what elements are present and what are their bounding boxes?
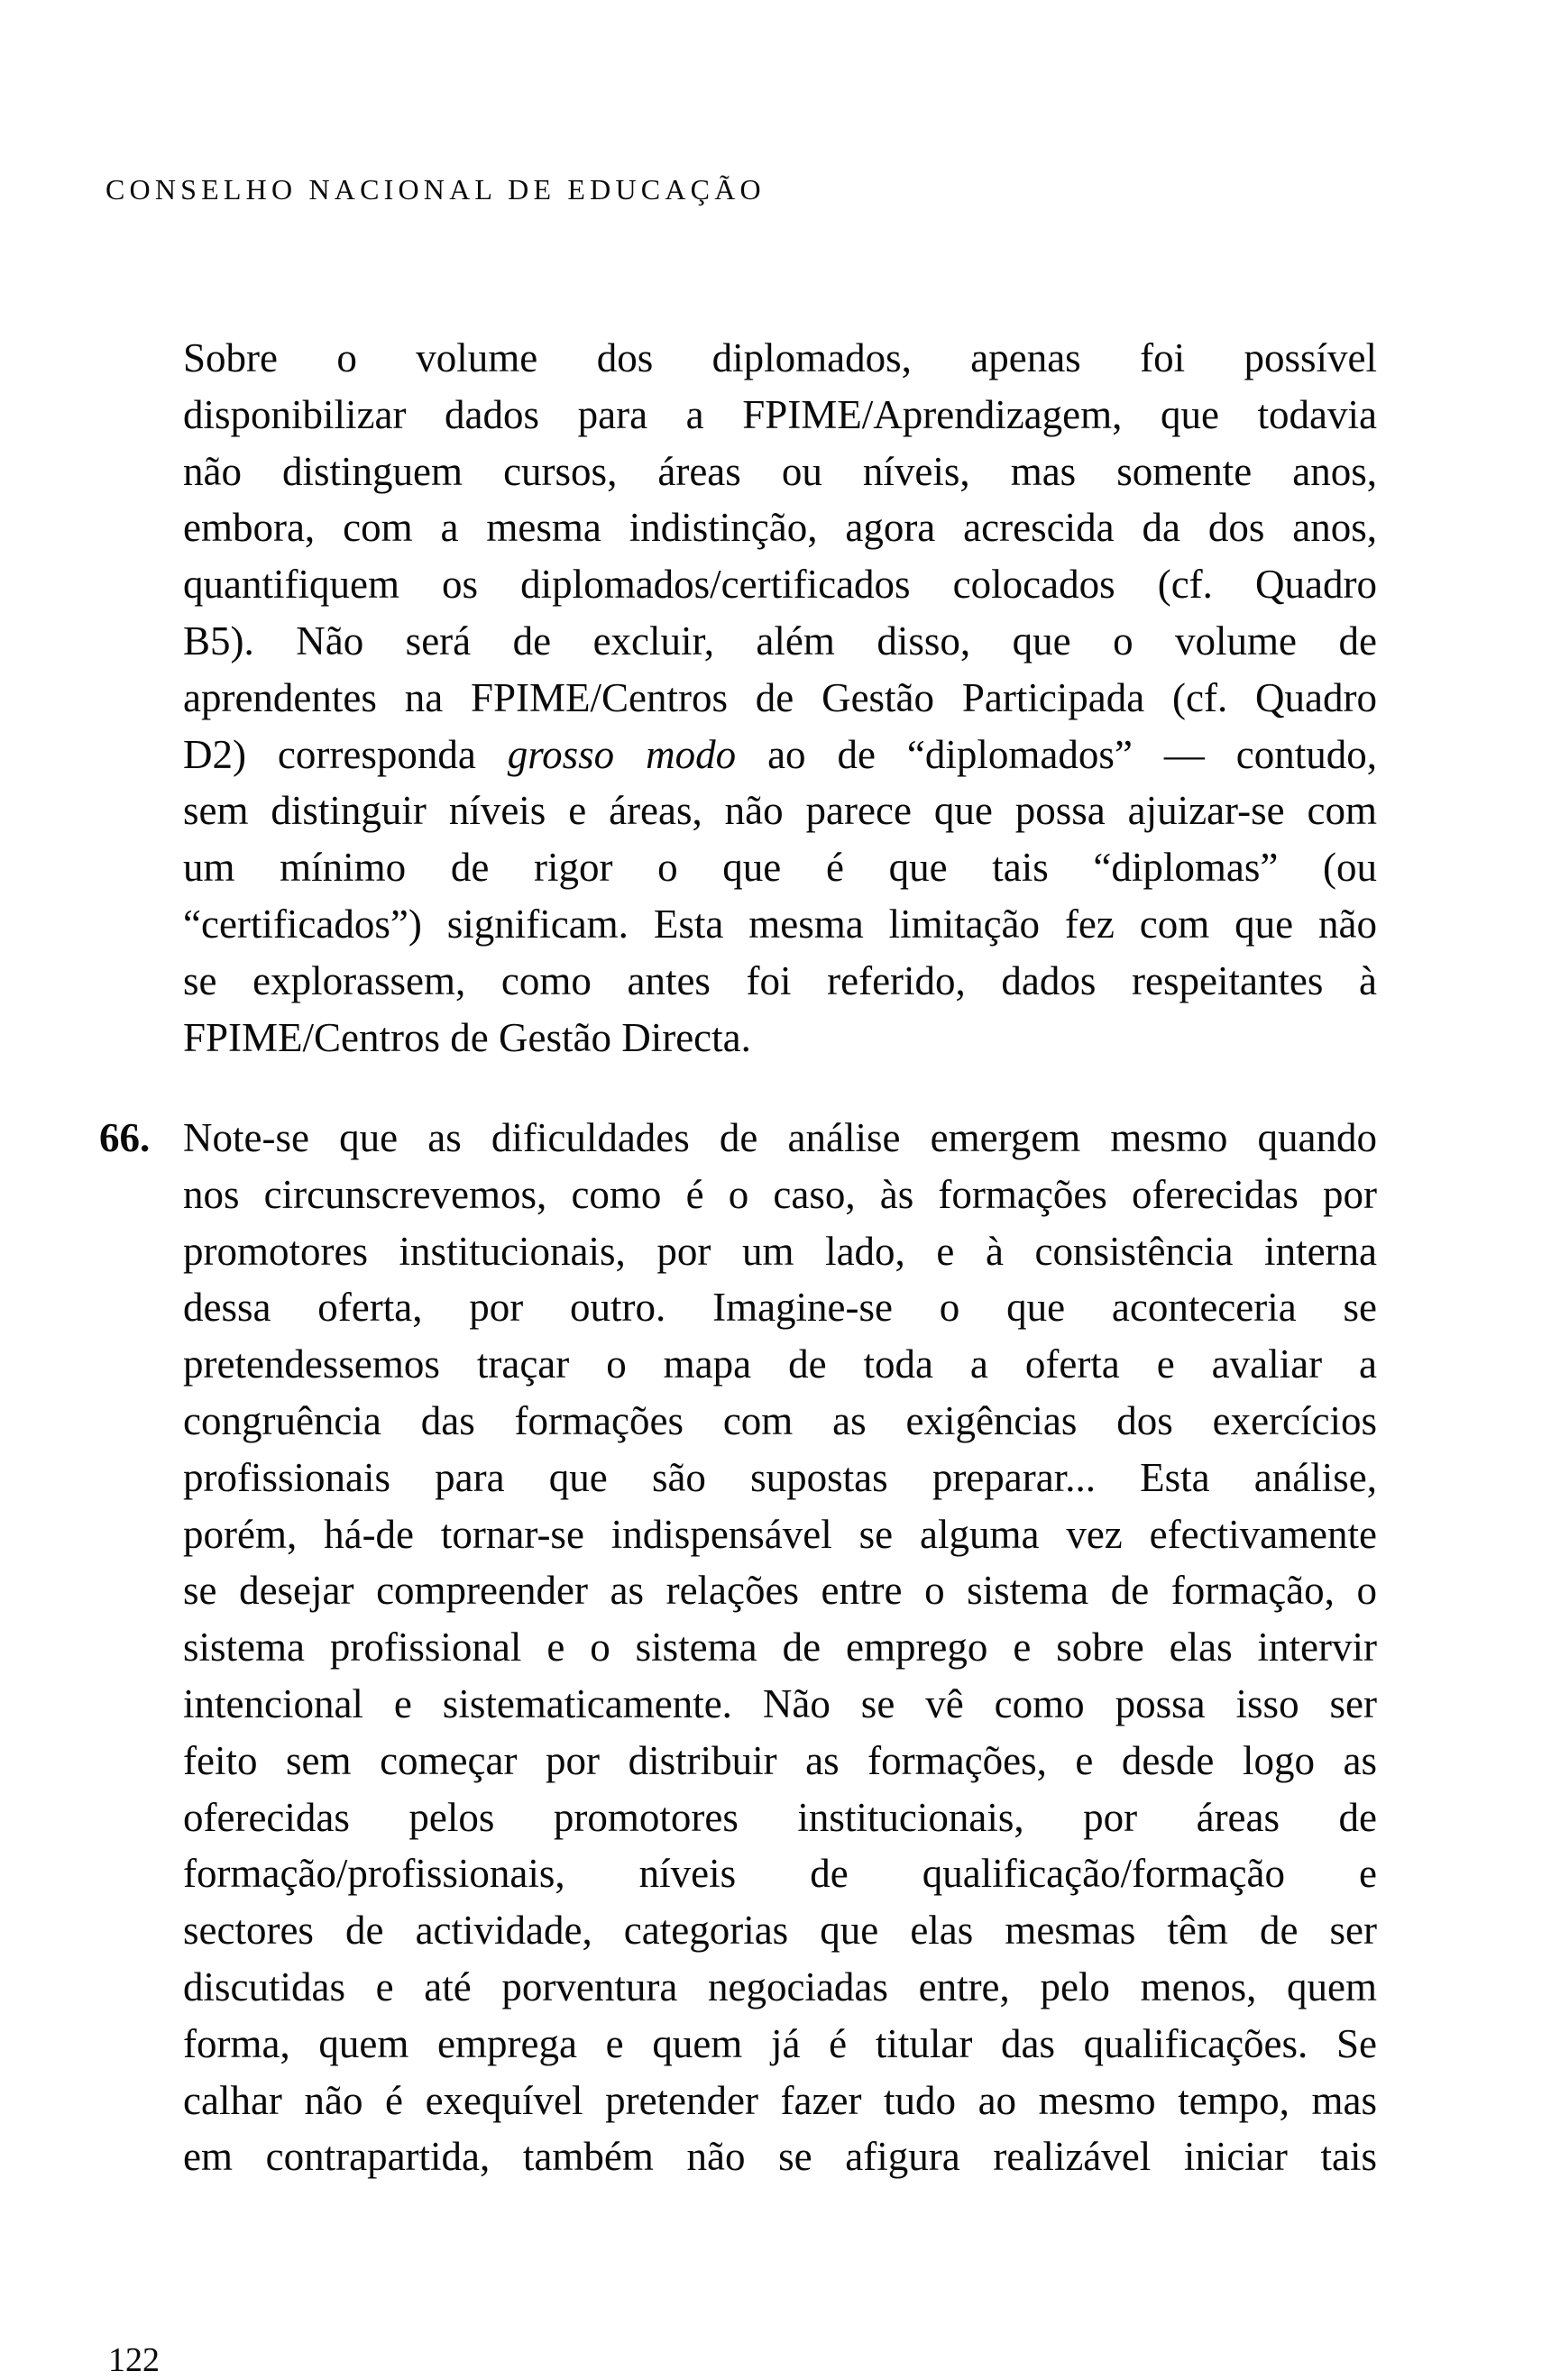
text-line: profissionais para que são supostas preparar... Esta análise, bbox=[183, 1454, 1377, 1500]
text-line: não distinguem cursos, áreas ou níveis, mas somente anos, bbox=[183, 448, 1377, 494]
italic-phrase: grosso modo bbox=[507, 731, 737, 777]
text-line: se desejar compreender as relações entre o sistema de formação, o bbox=[183, 1568, 1377, 1614]
text-line: promotores institucionais, por um lado, e à consistência interna bbox=[183, 1228, 1377, 1274]
text-line: Note-se que as dificuldades de análise emergem mesmo quando bbox=[183, 1115, 1377, 1160]
text-line: oferecidas pelos promotores institucionais, por áreas de bbox=[183, 1794, 1377, 1840]
text-line: um mínimo de rigor o que é que tais “diplomas” (ou bbox=[183, 845, 1377, 891]
text-line: formação/profissionais, níveis de qualificação/formação e bbox=[183, 1851, 1377, 1897]
text-line: porém, há-de tornar-se indispensável se alguma vez efectivamente bbox=[183, 1511, 1377, 1557]
text-line: nos circunscrevemos, como é o caso, às formações oferecidas por bbox=[183, 1171, 1377, 1217]
text-segment: ao de “diplomados” — contudo, bbox=[736, 731, 1377, 777]
text-line: B5). Não será de excluir, além disso, que o volume de bbox=[183, 618, 1377, 664]
text-line: congruência das formações com as exigências dos exercícios bbox=[183, 1398, 1377, 1443]
text-line: aprendentes na FPIME/Centros de Gestão Participada (cf. Quadro bbox=[183, 674, 1377, 720]
text-line: sistema profissional e o sistema de emprego e sobre elas intervir bbox=[183, 1625, 1377, 1671]
text-line: sem distinguir níveis e áreas, não parece que possa ajuizar-se com bbox=[183, 788, 1377, 834]
page-number: 122 bbox=[108, 2341, 160, 2379]
text-line: calhar não é exequível pretender fazer tudo ao mesmo tempo, mas bbox=[183, 2077, 1377, 2123]
text-line: intencional e sistematicamente. Não se vê como possa isso ser bbox=[183, 1681, 1377, 1726]
text-line: se explorassem, como antes foi referido, dados respeitantes à bbox=[183, 957, 1377, 1003]
text-line: “certificados”) significam. Esta mesma limitação fez com que não bbox=[183, 902, 1377, 947]
text-line: pretendessemos traçar o mapa de toda a oferta e avaliar a bbox=[183, 1341, 1377, 1387]
text-line-with-italic bbox=[183, 727, 1377, 783]
text-line: disponibilizar dados para a FPIME/Aprendizagem, que todavia bbox=[183, 391, 1377, 437]
text-line: forma, quem emprega e quem já é titular das qualificações. Se bbox=[183, 2020, 1377, 2066]
text-line: Sobre o volume dos diplomados, apenas foi possível bbox=[183, 335, 1377, 380]
text-line: feito sem começar por distribuir as formações, e desde logo as bbox=[183, 1737, 1377, 1783]
text-line: embora, com a mesma indistinção, agora acrescida da dos anos, bbox=[183, 505, 1377, 551]
text-segment: D2) corresponda bbox=[183, 731, 508, 777]
running-head: CONSELHO NACIONAL DE EDUCAÇÃO bbox=[106, 173, 766, 206]
text-line: discutidas e até porventura negociadas entre, pelo menos, quem bbox=[183, 1964, 1377, 2009]
text-line: em contrapartida, também não se afigura realizável iniciar tais bbox=[183, 2134, 1377, 2180]
text-line: FPIME/Centros de Gestão Directa. bbox=[183, 1014, 751, 1060]
text-line: dessa oferta, por outro. Imagine-se o que aconteceria se bbox=[183, 1285, 1377, 1331]
paragraph-number: 66. bbox=[99, 1115, 151, 1160]
text-line: sectores de actividade, categorias que elas mesmas têm de ser bbox=[183, 1908, 1377, 1954]
text-line: quantifiquem os diplomados/certificados colocados (cf. Quadro bbox=[183, 562, 1377, 608]
